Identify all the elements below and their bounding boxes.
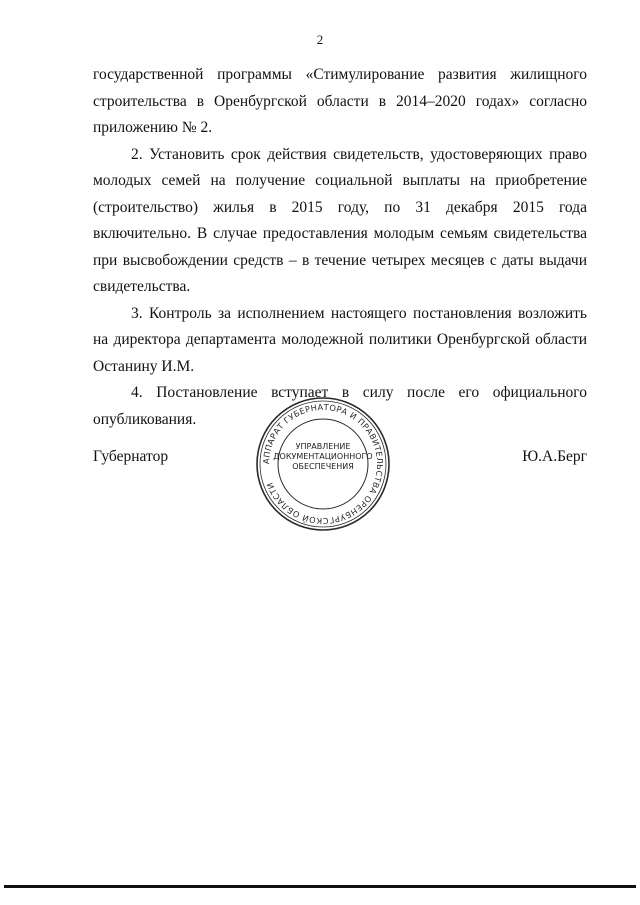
stamp-ring-text: АППАРАТ ГУБЕРНАТОРА И ПРАВИТЕЛЬСТВА ОРЕНБУРГСКОЙ ОБЛАСТИ [260,401,386,527]
bottom-rule [4,885,636,888]
page-number: 2 [316,32,324,47]
paragraph-item-2: 2. Установить срок действия свидетельств, удостоверяющих право молодых семей на получение социальной выплаты на приобретение (строительство) жилья в 2015 году, по 31 декабря 2015 года включительно. В случае предоставления молодым семьям свидетельства при высвобождении средств – в течение четырех месяцев с даты выдачи свидетельства. [93,145,587,295]
stamp-line-2: ДОКУМЕНТАЦИОННОГО [273,452,373,461]
document-body [93,62,587,433]
stamp-line-3: ОБЕСПЕЧЕНИЯ [292,462,354,471]
signatory-name: Ю.А.Берг [522,448,587,465]
stamp-center-text [253,442,393,472]
official-stamp [253,394,393,534]
paragraph-continuation: государственной программы «Стимулирование развития жилищного строительства в Оренбургской области в 2014–2020 годах» согласно приложению № 2. [93,66,587,136]
stamp-line-1: УПРАВЛЕНИЕ [295,442,351,451]
signatory-position: Губернатор [93,448,169,465]
paragraph-item-3: 3. Контроль за исполнением настоящего постановления возложить на директора департамента молодежной политики Оренбургской области Останину И.М. [93,304,587,375]
paragraph-item-4: 4. Постановление вступает в силу после его официального опубликования. [93,384,587,428]
